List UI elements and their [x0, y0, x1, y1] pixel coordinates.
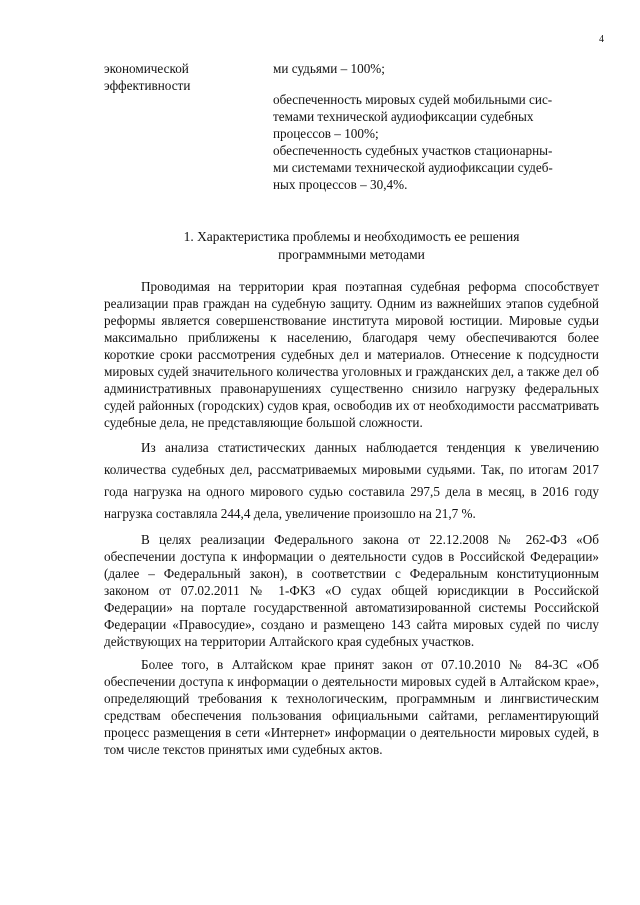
indicator-value-line: темами технической аудиофиксации судебных	[273, 109, 534, 124]
paragraph: Проводимая на территории края поэтапная судебная реформа способствует реализации прав граждан на судебную защиту. Одним из важнейших этапов судебной реформы является совершенствование института мировой юстиции. Мировые судьи максимально приближены к населению, благодаря чему обеспечиваются более короткие сроки рассмотрения судебных дел и материалов. Отнесение к подсудности мировых судей значительного количества уголовных и гражданских дел, а также дел об административных правонарушениях существенно снизило нагрузку федеральных судей районных (городских) судов края, освободив их от необходимости рассматривать судебные дела, не представляющие большой сложности.	[104, 279, 599, 430]
page-number: 4	[599, 34, 604, 45]
section-heading-line: 1. Характеристика проблемы и необходимость ее решения	[183, 229, 520, 244]
paragraph: В целях реализации Федерального закона от 22.12.2008 № 262-ФЗ «Об обеспечении доступа к информации о деятельности судов в Российской Федерации» (далее – Федеральный закон), в соответствии с Федеральным конституционным законом от 07.02.2011 № 1-ФКЗ «О судах общей юрисдикции в Российской Федерации» на портале государственной автоматизированной системы Российской Федерации «Правосудие», создано и размещено 143 сайта мировых судей по числу действующих на территории Алтайского края судебных участков.	[104, 532, 599, 649]
indicator-label-column	[104, 60, 254, 94]
indicator-value-line: обеспеченность судебных участков стационарны-	[273, 143, 553, 158]
indicator-label-line: экономической	[104, 61, 189, 76]
indicator-values-column	[273, 60, 599, 193]
paragraph: Из анализа статистических данных наблюдается тенденция к увеличению количества судебных дел, рассматриваемых мировыми судьями. Так, по итогам 2017 года нагрузка на одного мирового судью составила 297,5 дела в месяц, в 2016 году нагрузка составляла 244,4 дела, увеличение произошло на 21,7 %.	[104, 440, 599, 521]
indicator-value-line: обеспеченность мировых судей мобильными сис-	[273, 92, 553, 107]
indicator-value-line: ных процессов – 30,4%.	[273, 177, 408, 192]
indicator-value-line: ми системами технической аудиофиксации судеб-	[273, 160, 553, 175]
section-heading-line: программными методами	[278, 247, 425, 262]
body-text	[104, 278, 599, 764]
indicator-value-line: процессов – 100%;	[273, 126, 379, 141]
indicator-value-line: ми судьями – 100%;	[273, 61, 385, 76]
section-heading	[104, 228, 599, 264]
indicator-label-line: эффективности	[104, 78, 191, 93]
paragraph: Более того, в Алтайском крае принят закон от 07.10.2010 № 84-ЗС «Об обеспечении доступа к информации о деятельности мировых судей в Алтайском крае», определяющий требования к технологическим, программным и лингвистическим средствам обеспечения пользования официальными сайтами, регламентирующий процесс размещения в сети «Интернет» информации о деятельности мировых судей, в том числе текстов принятых ими судебных актов.	[104, 657, 599, 757]
